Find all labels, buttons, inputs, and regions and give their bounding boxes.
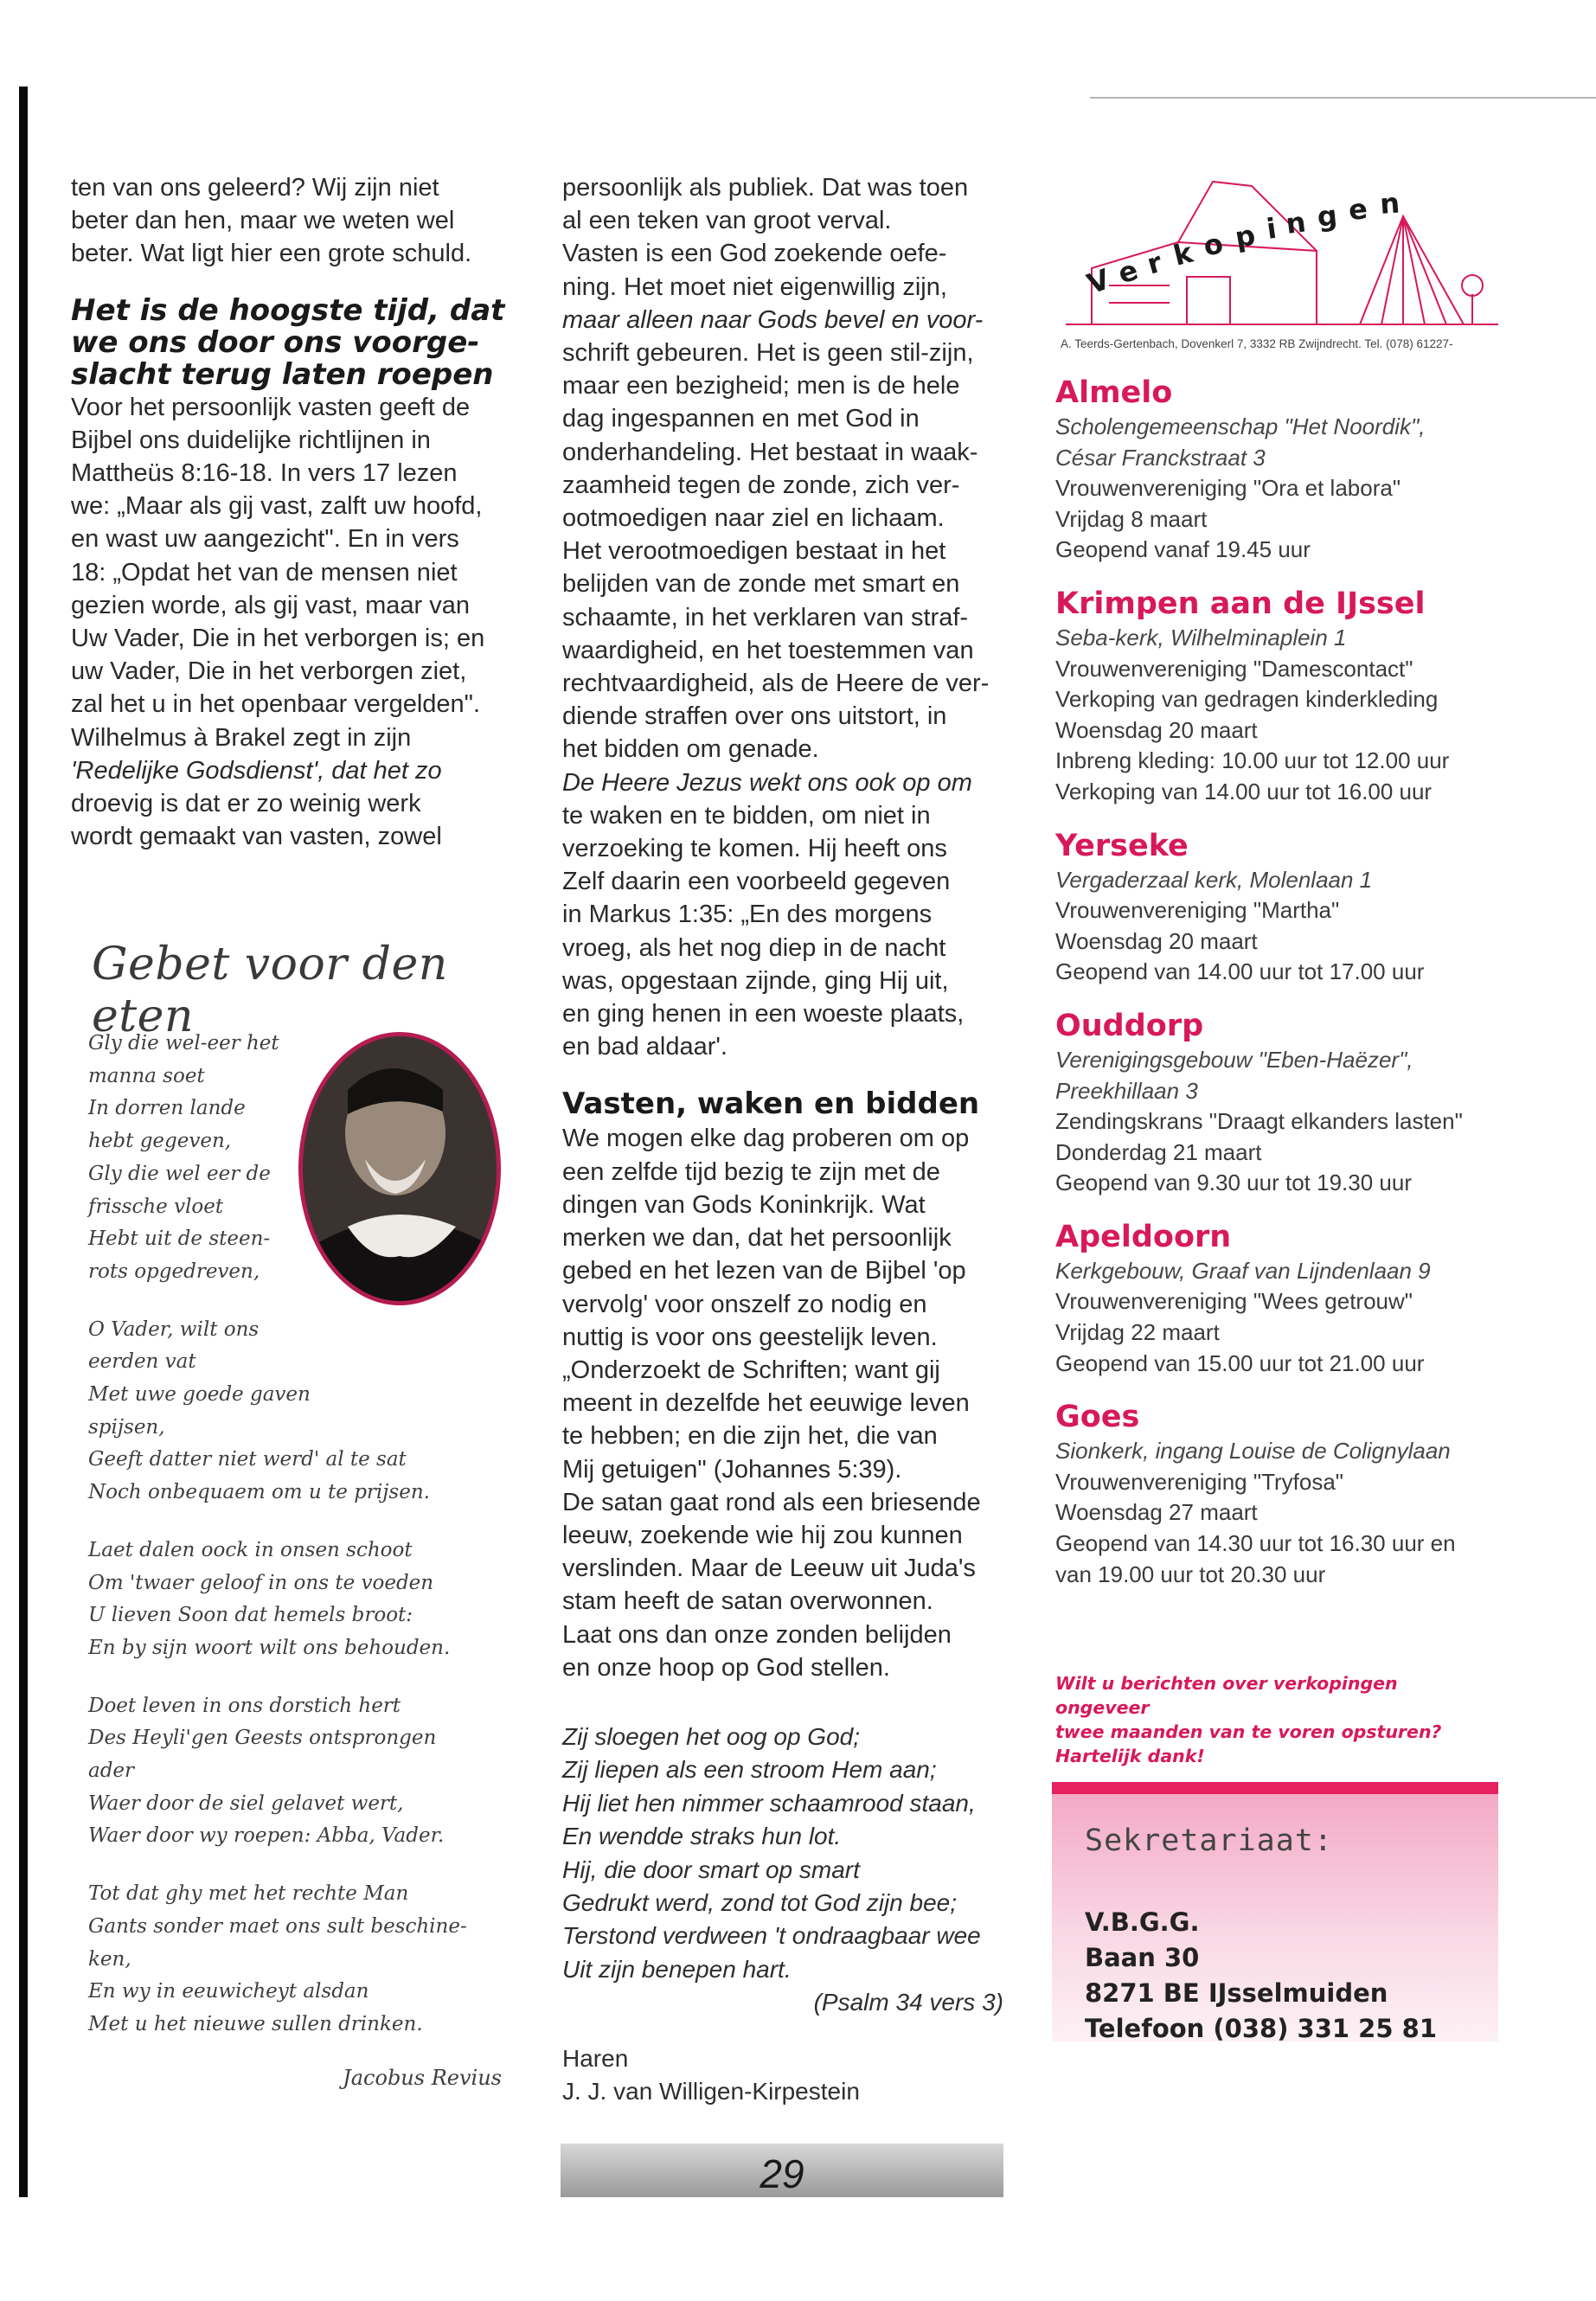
event-city: Apeldoorn [1055, 1219, 1232, 1254]
secretariaat-address [1085, 1905, 1437, 2047]
poem-line: Met u het nieuwe sullen drinken. [88, 2012, 423, 2035]
text-line: rechtvaardigheid, als de Heere de ver- [562, 670, 990, 698]
event-location: Preekhillaan 3 [1055, 1077, 1198, 1104]
logo-letter: g [1315, 198, 1339, 234]
col1-intro [71, 171, 521, 271]
notice-line: twee maanden van te voren opsturen? [1055, 1721, 1442, 1742]
poem-stanza [88, 1028, 521, 1289]
secretariaat-line: 8271 BE IJsselmuiden [1085, 1978, 1388, 2008]
event-list [1055, 374, 1505, 1609]
notice-line: Hartelijk dank! [1055, 1746, 1205, 1766]
poem-stanza [88, 1690, 521, 1854]
poem-line: En wy in eeuwicheyt alsdan [88, 1980, 369, 2003]
text-line: vroeg, als het nog diep in de nacht [562, 933, 946, 962]
text-line: ning. Het moet niet eigenwillig zijn, [562, 272, 947, 301]
text-line: uw Vader, Die in het verborgen ziet, [71, 657, 467, 686]
text-line: dag ingespannen en met God in [562, 405, 920, 433]
text-line: schaamte, in het verklaren van straf- [562, 603, 969, 631]
poem-line: rots opgedreven, [88, 1259, 260, 1283]
text-line: in Markus 1:35: „En des morgens [562, 901, 933, 929]
text-line: te hebben; en die zijn het, die van [562, 1422, 938, 1451]
poem-stanza [88, 1878, 521, 2041]
author-signature [562, 2042, 1003, 2109]
poem-line: Gly die wel eer de [88, 1162, 271, 1185]
event-detail: Geopend van 15.00 uur tot 21.00 uur [1055, 1349, 1425, 1376]
top-rule [1090, 97, 1596, 99]
logo-letter: k [1170, 235, 1196, 272]
event-detail: Vrouwenvereniging "Damescontact" [1055, 655, 1413, 682]
section-heading-vasten: Vasten, waken en bidden [562, 1086, 980, 1122]
text-line: Zelf daarin een voorbeeld gegeven [562, 868, 951, 896]
event-item [1055, 1398, 1505, 1590]
poem-line: Geeft datter niet werd' al te sat [88, 1448, 407, 1471]
text-line: dingen van Gods Koninkrijk. Wat [562, 1190, 926, 1219]
poem-line: spijsen, [88, 1415, 165, 1439]
poem-line: frissche vloet [88, 1195, 224, 1218]
verse-line: Gedrukt werd, zond tot God zijn bee; [562, 1888, 958, 1916]
text-line: We mogen elke dag proberen om op [562, 1125, 970, 1153]
secretariaat-line: Telefoon (038) 331 25 81 [1085, 2014, 1437, 2043]
heading-line: Het is de hoogste tijd, dat [71, 292, 505, 328]
poem-line: Met uwe goede gaven [88, 1383, 311, 1407]
text-line: Voor het persoonlijk vasten geeft de [71, 393, 471, 421]
text-line: Het verootmoedigen bestaat in het [562, 537, 946, 566]
poem-line: eerden vat [88, 1350, 196, 1374]
event-detail: Verkoping van gedragen kinderkleding [1055, 686, 1439, 713]
text-line: en bad aldaar'. [562, 1033, 727, 1061]
poem-line: ader [88, 1759, 135, 1783]
secretariaat-line: V.B.G.G. [1085, 1907, 1200, 1937]
event-detail: Geopend van 14.30 uur tot 16.30 uur en [1055, 1530, 1456, 1557]
text-line: wordt gemaakt van vasten, zowel [71, 823, 442, 851]
text-line: vervolg' voor onszelf zo nodig en [562, 1290, 927, 1318]
logo-letter: n [1284, 205, 1308, 240]
poem-line: Gly die wel-eer het [88, 1032, 279, 1054]
text-line: persoonlijk als publiek. Dat was toen [562, 174, 969, 202]
text-line: leeuw, zoekende wie hij zou kunnen [562, 1521, 963, 1549]
verse-line: Uit zijn benepen hart. [562, 1955, 792, 1983]
event-city: Ouddorp [1055, 1008, 1204, 1043]
text-line: was, opgestaan zijnde, ging Hij uit, [562, 966, 949, 995]
signature-name: J. J. van Willigen-Kirpestein [562, 2078, 860, 2105]
text-line: gezien worde, als gij vast, maar van [71, 591, 470, 619]
verse-line: Zij sloegen het oog op God; [562, 1722, 861, 1750]
verkopingen-address: A. Teerds-Gertenbach, Dovenkerl 7, 3332 RB Zwijndrecht. Tel. (078) 61227- [1061, 337, 1453, 350]
event-city: Krimpen aan de IJssel [1055, 586, 1426, 621]
event-location: Sionkerk, ingang Louise de Colignylaan [1055, 1438, 1451, 1465]
text-line: maar alleen naar Gods bevel en voor- [562, 305, 984, 334]
logo-letter: n [1378, 186, 1401, 221]
poem-line: In dorren lande [88, 1097, 246, 1120]
verse-line: Terstond verdween 't ondraagbaar wee [562, 1922, 981, 1950]
event-location: César Franckstraat 3 [1055, 444, 1266, 471]
text-line: droevig is dat er zo weinig werk [71, 790, 421, 818]
logo-letter: i [1264, 211, 1279, 246]
page-number: 29 [760, 2151, 804, 2196]
event-detail: van 19.00 uur tot 20.30 uur [1055, 1561, 1326, 1587]
event-item [1055, 1218, 1505, 1379]
verse-reference: (Psalm 34 vers 3) [813, 1989, 1003, 2016]
notice-line: Wilt u berichten over verkopingen ongeveer [1055, 1673, 1398, 1718]
section-heading-hoogste-tijd [71, 292, 521, 392]
text-line: al een teken van groot verval. [562, 207, 892, 235]
text-line: en ging henen in een woeste plaats, [562, 1000, 965, 1029]
verse-line: Hij liet hen nimmer schaamrood staan, [562, 1789, 976, 1817]
poem-line: Noch onbequaem om u te prijsen. [88, 1481, 430, 1504]
poem-line: Doet leven in ons dorstich hert [88, 1694, 401, 1717]
poem-line: Laet dalen oock in onsen schoot [88, 1538, 413, 1561]
text-line: 18: „Opdat het van de mensen niet [71, 558, 458, 586]
text-line: Vasten is een God zoekende oefe- [562, 240, 947, 268]
text-line: schrift gebeuren. Het is geen stil-zijn, [562, 339, 974, 368]
event-detail: Woensdag 27 maart [1055, 1499, 1258, 1526]
column-left [71, 171, 521, 853]
event-location: Kerkgebouw, Graaf van Lijndenlaan 9 [1055, 1257, 1431, 1284]
event-detail: Vrouwenvereniging "Martha" [1055, 897, 1340, 924]
text-line: maar een bezigheid; men is de hele [562, 372, 960, 401]
signature-place: Haren [562, 2044, 629, 2072]
text-line: ten van ons geleerd? Wij zijn niet [71, 174, 439, 202]
prayer-poem [88, 1028, 521, 2067]
psalm-verse [562, 1721, 1003, 2020]
logo-letter: e [1113, 253, 1143, 291]
text-line: zaamheid tegen de zonde, zich ver- [562, 471, 960, 499]
poem-line: Om 'twaer geloof in ons te voeden [88, 1571, 434, 1594]
logo-letter: e [1347, 192, 1369, 227]
text-line: beter. Wat ligt hier een grote schuld. [71, 240, 472, 268]
text-line: we: „Maar als gij vast, zalft uw hoofd, [71, 492, 483, 521]
text-line: een zelfde tijd bezig te zijn met de [562, 1157, 940, 1186]
logo-letter: r [1143, 245, 1166, 281]
event-item [1055, 585, 1505, 808]
verse-line: Hij, die door smart op smart [562, 1856, 860, 1883]
event-detail: Zendingskrans "Draagt elkanders lasten" [1055, 1108, 1463, 1135]
text-line: ootmoedigen naar ziel en lichaam. [562, 504, 945, 533]
event-city: Yerseke [1055, 828, 1189, 863]
text-line: het bidden om genade. [562, 735, 819, 764]
event-detail: Inbreng kleding: 10.00 uur tot 12.00 uur [1055, 747, 1450, 774]
text-line: De Heere Jezus wekt ons ook op om [562, 768, 972, 797]
poem-line: Tot dat ghy met het rechte Man [88, 1882, 409, 1906]
poem-line: hebt gegeven, [88, 1130, 232, 1153]
poem-line: Hebt uit de steen- [88, 1227, 271, 1251]
text-line: Uw Vader, Die in het verborgen is; en [71, 625, 485, 653]
submission-notice [1055, 1671, 1488, 1768]
event-detail: Geopend van 9.30 uur tot 19.30 uur [1055, 1170, 1412, 1196]
text-line: gebed en het lezen van de Bijbel 'op [562, 1257, 966, 1285]
secretariaat-line: Baan 30 [1085, 1943, 1200, 1972]
event-detail: Woensdag 20 maart [1055, 716, 1258, 743]
poem-line: manna soet [88, 1064, 205, 1087]
event-city: Goes [1055, 1400, 1140, 1435]
event-item [1055, 374, 1505, 566]
verse-line: Zij liepen als een stroom Hem aan; [562, 1756, 937, 1784]
poem-line: En by sijn woort wilt ons behouden. [88, 1636, 451, 1659]
event-item [1055, 1007, 1505, 1199]
verse-line: En wendde straks hun lot. [562, 1823, 842, 1850]
left-edge-bar [19, 87, 28, 2197]
col2-body-a [562, 171, 1003, 1063]
logo-letter: p [1232, 218, 1258, 254]
text-line: meent in dezelfde het eeuwige leven [562, 1389, 970, 1418]
poem-stanza [88, 1535, 521, 1665]
poem-stanza [88, 1314, 521, 1509]
col1-body [71, 391, 521, 854]
text-line: Laat ons dan onze zonden belijden [562, 1620, 952, 1649]
text-line: stam heeft de satan overwonnen. [562, 1587, 933, 1616]
poem-line: Gants sonder maet ons sult beschine- [88, 1914, 467, 1938]
event-detail: Vrijdag 22 maart [1055, 1319, 1220, 1346]
prayer-title: Gebet voor den eten [92, 939, 448, 1042]
event-location: Verenigingsgebouw "Eben-Haëzer", [1055, 1046, 1413, 1073]
verkopingen-logo [1057, 164, 1507, 337]
poem-line: O Vader, wilt ons [88, 1317, 260, 1341]
text-line: onderhandeling. Het bestaat in waak- [562, 438, 978, 466]
text-line: zal het u in het openbaar vergelden". [71, 690, 481, 719]
text-line: Mattheüs 8:16-18. In vers 17 lezen [71, 459, 458, 488]
event-location: Seba-kerk, Wilhelminaplein 1 [1055, 624, 1347, 651]
text-line: Bijbel ons duidelijke richtlijnen in [71, 426, 431, 454]
text-line: 'Redelijke Godsdienst', dat het zo [71, 756, 442, 785]
heading-line: slacht terug laten roepen [71, 356, 494, 392]
text-line: verzoeking te komen. Hij heeft ons [562, 835, 947, 863]
text-line: diende straffen over ons uitstort, in [562, 702, 947, 731]
event-detail: Vrijdag 8 maart [1055, 505, 1208, 532]
poem-line: ken, [88, 1947, 131, 1971]
event-location: Scholengemeenschap "Het Noordik", [1055, 413, 1426, 439]
text-line: Wilhelmus à Brakel zegt in zijn [71, 723, 412, 752]
poem-line: Des Heyli'gen Geests ontsprongen [88, 1727, 437, 1750]
text-line: te waken en te bidden, om niet in [562, 801, 931, 830]
event-detail: Vrouwenvereniging "Wees getrouw" [1055, 1288, 1413, 1315]
event-detail: Verkoping van 14.00 uur tot 16.00 uur [1055, 778, 1433, 804]
text-line: en onze hoop op God stellen. [562, 1653, 890, 1682]
logo-letter: V [1082, 262, 1115, 301]
text-line: beter dan hen, maar we weten wel [71, 207, 455, 235]
heading-line: we ons door ons voorge- [71, 324, 480, 360]
secretariaat-title: Sekretariaat: [1085, 1823, 1333, 1858]
text-line: „Onderzoekt de Schriften; want gij [562, 1356, 940, 1384]
text-line: verslinden. Maar de Leeuw uit Juda's [562, 1554, 976, 1583]
poem-line: U lieven Soon dat hemels broot: [88, 1604, 413, 1627]
text-line: merken we dan, dat het persoonlijk [562, 1224, 952, 1253]
event-detail: Geopend van 14.00 uur tot 17.00 uur [1055, 958, 1425, 985]
text-line: De satan gaat rond als een briesende [562, 1488, 981, 1516]
event-detail: Vrouwenvereniging "Tryfosa" [1055, 1468, 1344, 1495]
logo-letter: o [1200, 227, 1227, 263]
text-line: en wast uw aangezicht". En in vers [71, 525, 459, 554]
column-middle [562, 171, 1003, 2108]
text-line: belijden van de zonde met smart en [562, 570, 960, 599]
poem-line: Waer door wy roepen: Abba, Vader. [88, 1824, 445, 1848]
text-line: nuttig is voor ons geestelijk leven. [562, 1323, 938, 1351]
text-line: Mij getuigen" (Johannes 5:39). [562, 1455, 902, 1484]
poem-author: Jacobus Revius [343, 2066, 502, 2090]
event-city: Almelo [1055, 375, 1173, 410]
event-detail: Vrouwenvereniging "Ora et labora" [1055, 475, 1401, 502]
event-detail: Woensdag 20 maart [1055, 927, 1258, 954]
event-detail: Geopend vanaf 19.45 uur [1055, 536, 1311, 563]
event-location: Vergaderzaal kerk, Molenlaan 1 [1055, 866, 1373, 893]
event-item [1055, 827, 1505, 988]
logo-lettering [1083, 186, 1401, 300]
event-detail: Donderdag 21 maart [1055, 1138, 1262, 1165]
col2-body-b [562, 1122, 1003, 1683]
poem-line: Waer door de siel gelavet wert, [88, 1791, 404, 1815]
text-line: waardigheid, en het toestemmen van [562, 636, 974, 664]
